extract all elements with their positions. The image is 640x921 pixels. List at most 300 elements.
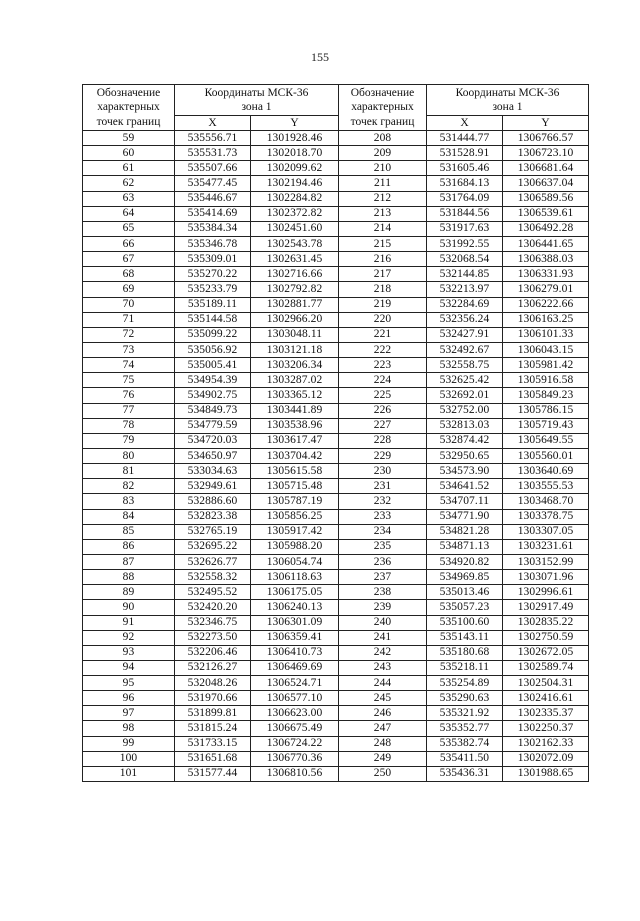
x-value-left: 532206.46	[175, 645, 251, 660]
point-number-left: 68	[83, 267, 175, 282]
x-value-left: 531970.66	[175, 691, 251, 706]
x-value-left: 531651.68	[175, 751, 251, 766]
x-value-right: 534573.90	[427, 464, 503, 479]
point-number-left: 75	[83, 373, 175, 388]
y-value-right: 1306331.93	[503, 267, 589, 282]
x-value-right: 535100.60	[427, 615, 503, 630]
x-value-left: 535414.69	[175, 206, 251, 221]
point-number-left: 64	[83, 206, 175, 221]
x-value-left: 535477.45	[175, 176, 251, 191]
y-value-left: 1303617.47	[251, 433, 339, 448]
x-value-right: 534771.90	[427, 509, 503, 524]
y-value-left: 1302792.82	[251, 282, 339, 297]
x-value-right: 535013.46	[427, 585, 503, 600]
y-value-right: 1302750.59	[503, 630, 589, 645]
point-number-right: 222	[339, 342, 427, 357]
point-number-right: 240	[339, 615, 427, 630]
x-value-right: 535180.68	[427, 645, 503, 660]
point-number-left: 95	[83, 676, 175, 691]
y-value-right: 1302072.09	[503, 751, 589, 766]
x-value-right: 531684.13	[427, 176, 503, 191]
y-value-right: 1305981.42	[503, 358, 589, 373]
y-value-right: 1306441.65	[503, 236, 589, 251]
table-row	[83, 479, 589, 494]
point-number-left: 65	[83, 221, 175, 236]
point-number-right: 239	[339, 600, 427, 615]
x-value-left: 534779.59	[175, 418, 251, 433]
y-value-left: 1302631.45	[251, 252, 339, 267]
x-value-left: 535556.71	[175, 131, 251, 146]
y-value-right: 1306492.28	[503, 221, 589, 236]
table-row	[83, 464, 589, 479]
x-value-right: 531917.63	[427, 221, 503, 236]
point-number-left: 96	[83, 691, 175, 706]
y-value-left: 1306054.74	[251, 554, 339, 569]
table-row	[83, 342, 589, 357]
x-value-right: 531992.55	[427, 236, 503, 251]
x-value-left: 532495.52	[175, 585, 251, 600]
y-value-left: 1303538.96	[251, 418, 339, 433]
table-row	[83, 131, 589, 146]
x-value-right: 531444.77	[427, 131, 503, 146]
y-value-left: 1306577.10	[251, 691, 339, 706]
table-row	[83, 433, 589, 448]
point-number-right: 236	[339, 554, 427, 569]
point-number-right: 211	[339, 176, 427, 191]
point-number-right: 230	[339, 464, 427, 479]
point-number-left: 84	[83, 509, 175, 524]
x-value-left: 535005.41	[175, 358, 251, 373]
y-value-left: 1306301.09	[251, 615, 339, 630]
coord-group-header-left	[175, 85, 339, 116]
point-number-right: 218	[339, 282, 427, 297]
y-value-left: 1305615.58	[251, 464, 339, 479]
table-row	[83, 585, 589, 600]
point-number-left: 89	[83, 585, 175, 600]
table-row	[83, 524, 589, 539]
table-row	[83, 615, 589, 630]
y-value-left: 1303704.42	[251, 448, 339, 463]
x-value-left: 532626.77	[175, 554, 251, 569]
x-value-right: 534641.52	[427, 479, 503, 494]
x-value-left: 535507.66	[175, 161, 251, 176]
page-number: 155	[311, 50, 329, 64]
point-number-left: 83	[83, 494, 175, 509]
x-value-right: 535290.63	[427, 691, 503, 706]
x-value-right: 532692.01	[427, 388, 503, 403]
x-value-left: 532886.60	[175, 494, 251, 509]
x-value-right: 532427.91	[427, 327, 503, 342]
x-value-right: 535254.89	[427, 676, 503, 691]
x-value-left: 534650.97	[175, 448, 251, 463]
point-label-line-2: характерных	[97, 101, 160, 114]
point-number-left: 82	[83, 479, 175, 494]
y-value-left: 1306675.49	[251, 721, 339, 736]
point-number-right: 217	[339, 267, 427, 282]
table-row	[83, 297, 589, 312]
table-row	[83, 691, 589, 706]
point-number-right: 250	[339, 766, 427, 781]
point-number-left: 88	[83, 570, 175, 585]
coord-group-header-right	[427, 85, 589, 116]
x-value-right: 534821.28	[427, 524, 503, 539]
point-number-right: 245	[339, 691, 427, 706]
point-number-right: 226	[339, 403, 427, 418]
point-number-left: 62	[83, 176, 175, 191]
y-value-right: 1302416.61	[503, 691, 589, 706]
x-value-right: 532284.69	[427, 297, 503, 312]
y-value-right: 1305560.01	[503, 448, 589, 463]
x-value-left: 531577.44	[175, 766, 251, 781]
y-value-left: 1303206.34	[251, 358, 339, 373]
table-row	[83, 252, 589, 267]
table-row	[83, 358, 589, 373]
point-number-right: 214	[339, 221, 427, 236]
x-value-right: 535218.11	[427, 660, 503, 675]
x-value-left: 535270.22	[175, 267, 251, 282]
point-number-left: 98	[83, 721, 175, 736]
point-label-line-1: Обозначение	[96, 86, 161, 99]
table-row	[83, 191, 589, 206]
point-number-left: 94	[83, 660, 175, 675]
y-value-left: 1303287.02	[251, 373, 339, 388]
y-value-left: 1302372.82	[251, 206, 339, 221]
table-row	[83, 327, 589, 342]
y-value-left: 1306359.41	[251, 630, 339, 645]
table-row	[83, 766, 589, 781]
point-number-right: 212	[339, 191, 427, 206]
table-row	[83, 539, 589, 554]
x-header-left: X	[175, 116, 251, 131]
y-value-left: 1302018.70	[251, 146, 339, 161]
y-value-right: 1302250.37	[503, 721, 589, 736]
y-value-left: 1306724.22	[251, 736, 339, 751]
point-number-left: 79	[83, 433, 175, 448]
point-number-left: 91	[83, 615, 175, 630]
x-value-right: 531764.09	[427, 191, 503, 206]
y-header-right: Y	[503, 116, 589, 131]
point-number-right: 238	[339, 585, 427, 600]
x-value-right: 532213.97	[427, 282, 503, 297]
table-row	[83, 448, 589, 463]
x-value-left: 532048.26	[175, 676, 251, 691]
point-number-left: 101	[83, 766, 175, 781]
y-value-right: 1306589.56	[503, 191, 589, 206]
x-value-left: 535446.67	[175, 191, 251, 206]
coord-group-line-1: Координаты МСК-36	[204, 87, 309, 99]
table-row	[83, 312, 589, 327]
x-value-right: 534707.11	[427, 494, 503, 509]
x-value-right: 534871.13	[427, 539, 503, 554]
x-value-left: 534720.03	[175, 433, 251, 448]
point-number-right: 234	[339, 524, 427, 539]
point-number-right: 246	[339, 706, 427, 721]
point-number-left: 80	[83, 448, 175, 463]
x-value-left: 531733.15	[175, 736, 251, 751]
x-value-right: 535057.23	[427, 600, 503, 615]
x-value-right: 534920.82	[427, 554, 503, 569]
y-value-right: 1303378.75	[503, 509, 589, 524]
y-value-right: 1302672.05	[503, 645, 589, 660]
point-number-left: 85	[83, 524, 175, 539]
table-row	[83, 418, 589, 433]
coord-group-line-1: Координаты МСК-36	[455, 87, 560, 99]
y-value-left: 1305715.48	[251, 479, 339, 494]
table-row	[83, 282, 589, 297]
table-row	[83, 146, 589, 161]
table-row	[83, 236, 589, 251]
x-value-right: 534969.85	[427, 570, 503, 585]
y-value-right: 1305719.43	[503, 418, 589, 433]
table-row	[83, 494, 589, 509]
point-label-line-3: точек границ	[96, 115, 161, 128]
y-value-right: 1302835.22	[503, 615, 589, 630]
y-value-left: 1302966.20	[251, 312, 339, 327]
point-number-left: 66	[83, 236, 175, 251]
y-value-right: 1305849.23	[503, 388, 589, 403]
x-value-right: 535143.11	[427, 630, 503, 645]
point-number-right: 220	[339, 312, 427, 327]
y-value-left: 1306524.71	[251, 676, 339, 691]
point-number-right: 237	[339, 570, 427, 585]
table-row	[83, 373, 589, 388]
point-number-left: 77	[83, 403, 175, 418]
point-number-right: 235	[339, 539, 427, 554]
x-value-left: 532420.20	[175, 600, 251, 615]
x-value-left: 532273.50	[175, 630, 251, 645]
point-number-right: 244	[339, 676, 427, 691]
y-value-right: 1305649.55	[503, 433, 589, 448]
point-number-left: 73	[83, 342, 175, 357]
y-value-right: 1306222.66	[503, 297, 589, 312]
y-value-right: 1302162.33	[503, 736, 589, 751]
y-header-left: Y	[251, 116, 339, 131]
point-number-left: 99	[83, 736, 175, 751]
x-value-left: 532695.22	[175, 539, 251, 554]
y-value-right: 1302917.49	[503, 600, 589, 615]
x-header-right: X	[427, 116, 503, 131]
table-row	[83, 630, 589, 645]
x-value-right: 531844.56	[427, 206, 503, 221]
point-number-left: 78	[83, 418, 175, 433]
point-number-right: 241	[339, 630, 427, 645]
y-value-left: 1306410.73	[251, 645, 339, 660]
x-value-right: 535352.77	[427, 721, 503, 736]
table-row	[83, 660, 589, 675]
table-row	[83, 403, 589, 418]
point-number-left: 69	[83, 282, 175, 297]
x-value-right: 532752.00	[427, 403, 503, 418]
y-value-left: 1305787.19	[251, 494, 339, 509]
point-number-right: 224	[339, 373, 427, 388]
x-value-left: 535309.01	[175, 252, 251, 267]
y-value-right: 1306539.61	[503, 206, 589, 221]
y-value-left: 1303441.89	[251, 403, 339, 418]
x-value-right: 532950.65	[427, 448, 503, 463]
point-number-right: 229	[339, 448, 427, 463]
y-value-right: 1306163.25	[503, 312, 589, 327]
y-value-left: 1302284.82	[251, 191, 339, 206]
point-number-right: 242	[339, 645, 427, 660]
table-body	[83, 131, 589, 782]
y-value-right: 1303555.53	[503, 479, 589, 494]
table-row	[83, 600, 589, 615]
y-value-right: 1303152.99	[503, 554, 589, 569]
point-number-left: 67	[83, 252, 175, 267]
table-row	[83, 221, 589, 236]
x-value-right: 532558.75	[427, 358, 503, 373]
y-value-right: 1306101.33	[503, 327, 589, 342]
y-value-right: 1301988.65	[503, 766, 589, 781]
y-value-left: 1303365.12	[251, 388, 339, 403]
point-number-left: 70	[83, 297, 175, 312]
table-row	[83, 736, 589, 751]
point-number-right: 209	[339, 146, 427, 161]
table-row	[83, 509, 589, 524]
table-row	[83, 706, 589, 721]
point-label-line-2: характерных	[351, 101, 414, 114]
point-number-right: 216	[339, 252, 427, 267]
point-number-right: 215	[339, 236, 427, 251]
y-value-left: 1306240.13	[251, 600, 339, 615]
y-value-left: 1306623.00	[251, 706, 339, 721]
point-number-right: 249	[339, 751, 427, 766]
y-value-right: 1306723.10	[503, 146, 589, 161]
table-row	[83, 751, 589, 766]
x-value-left: 532823.38	[175, 509, 251, 524]
x-value-right: 532492.67	[427, 342, 503, 357]
y-value-right: 1306043.15	[503, 342, 589, 357]
x-value-right: 531605.46	[427, 161, 503, 176]
coord-group-line-2: зона 1	[492, 101, 523, 113]
point-number-left: 81	[83, 464, 175, 479]
point-number-left: 71	[83, 312, 175, 327]
x-value-left: 534902.75	[175, 388, 251, 403]
point-number-right: 233	[339, 509, 427, 524]
y-value-left: 1305917.42	[251, 524, 339, 539]
y-value-right: 1306637.04	[503, 176, 589, 191]
point-number-left: 97	[83, 706, 175, 721]
y-value-left: 1302451.60	[251, 221, 339, 236]
point-number-right: 231	[339, 479, 427, 494]
y-value-right: 1306388.03	[503, 252, 589, 267]
x-value-right: 535411.50	[427, 751, 503, 766]
y-value-right: 1303640.69	[503, 464, 589, 479]
y-value-right: 1303307.05	[503, 524, 589, 539]
x-value-left: 535384.34	[175, 221, 251, 236]
x-value-left: 535099.22	[175, 327, 251, 342]
x-value-left: 534954.39	[175, 373, 251, 388]
y-value-left: 1306810.56	[251, 766, 339, 781]
table-row	[83, 388, 589, 403]
x-value-right: 532068.54	[427, 252, 503, 267]
point-number-left: 63	[83, 191, 175, 206]
x-value-left: 532126.27	[175, 660, 251, 675]
y-value-right: 1303071.96	[503, 570, 589, 585]
point-number-left: 93	[83, 645, 175, 660]
table-row	[83, 645, 589, 660]
point-number-right: 248	[339, 736, 427, 751]
y-value-left: 1303048.11	[251, 327, 339, 342]
y-value-right: 1306681.64	[503, 161, 589, 176]
x-value-left: 532558.32	[175, 570, 251, 585]
point-label-line-3: точек границ	[350, 115, 415, 128]
table-row	[83, 176, 589, 191]
point-number-left: 87	[83, 554, 175, 569]
table-row	[83, 676, 589, 691]
table-row	[83, 721, 589, 736]
point-label-line-1: Обозначение	[350, 86, 415, 99]
table-row	[83, 570, 589, 585]
table-row	[83, 161, 589, 176]
y-value-left: 1303121.18	[251, 342, 339, 357]
x-value-right: 532874.42	[427, 433, 503, 448]
point-number-left: 90	[83, 600, 175, 615]
y-value-left: 1306770.36	[251, 751, 339, 766]
x-value-left: 532346.75	[175, 615, 251, 630]
y-value-left: 1306175.05	[251, 585, 339, 600]
point-number-left: 74	[83, 358, 175, 373]
x-value-left: 535144.58	[175, 312, 251, 327]
x-value-right: 532813.03	[427, 418, 503, 433]
point-number-right: 213	[339, 206, 427, 221]
x-value-left: 535346.78	[175, 236, 251, 251]
y-value-right: 1302589.74	[503, 660, 589, 675]
y-value-left: 1301928.46	[251, 131, 339, 146]
x-value-right: 535382.74	[427, 736, 503, 751]
point-number-left: 61	[83, 161, 175, 176]
y-value-right: 1305786.15	[503, 403, 589, 418]
x-value-left: 532949.61	[175, 479, 251, 494]
point-number-left: 72	[83, 327, 175, 342]
y-value-right: 1305916.58	[503, 373, 589, 388]
y-value-left: 1302881.77	[251, 297, 339, 312]
x-value-left: 534849.73	[175, 403, 251, 418]
point-label-header-right	[339, 85, 427, 131]
point-number-left: 60	[83, 146, 175, 161]
x-value-left: 532765.19	[175, 524, 251, 539]
coord-group-line-2: зона 1	[241, 101, 272, 113]
y-value-left: 1305988.20	[251, 539, 339, 554]
table-row	[83, 206, 589, 221]
x-value-left: 535233.79	[175, 282, 251, 297]
point-number-left: 59	[83, 131, 175, 146]
x-value-left: 533034.63	[175, 464, 251, 479]
point-number-right: 223	[339, 358, 427, 373]
y-value-left: 1305856.25	[251, 509, 339, 524]
x-value-left: 531899.81	[175, 706, 251, 721]
table-row	[83, 554, 589, 569]
point-number-right: 208	[339, 131, 427, 146]
x-value-right: 535321.92	[427, 706, 503, 721]
point-number-left: 86	[83, 539, 175, 554]
x-value-right: 531528.91	[427, 146, 503, 161]
point-number-right: 228	[339, 433, 427, 448]
point-number-left: 92	[83, 630, 175, 645]
point-number-right: 247	[339, 721, 427, 736]
y-value-right: 1302996.61	[503, 585, 589, 600]
y-value-left: 1302716.66	[251, 267, 339, 282]
y-value-left: 1302194.46	[251, 176, 339, 191]
y-value-left: 1302543.78	[251, 236, 339, 251]
y-value-right: 1302335.37	[503, 706, 589, 721]
x-value-right: 532144.85	[427, 267, 503, 282]
x-value-left: 535056.92	[175, 342, 251, 357]
x-value-left: 531815.24	[175, 721, 251, 736]
point-number-right: 221	[339, 327, 427, 342]
y-value-left: 1306118.63	[251, 570, 339, 585]
point-number-left: 100	[83, 751, 175, 766]
